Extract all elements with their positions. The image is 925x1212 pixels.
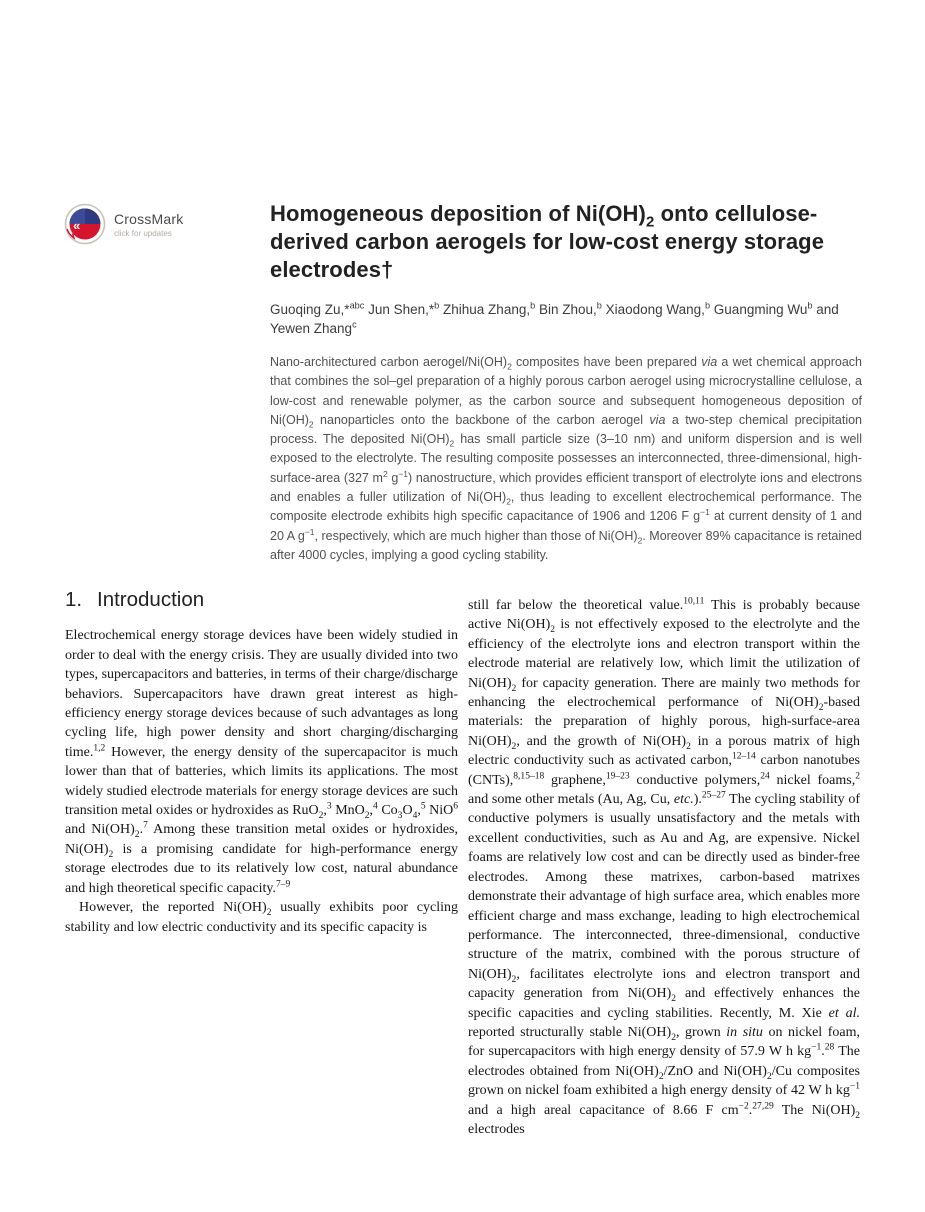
intro-paragraph-3: still far below the theoretical value.$^{10,11}$ This is probably because active $Ni(OH)_2$ is not effectively exposed to the electrolyte and the efficiency of the electrolyte ions and electron transport within the electrode material are relatively low, which limit the utilization of $Ni(OH)_2$ for capacity generation. There are mainly two methods for enhancing the electrochemical performance of $Ni(OH)_2$-based materials: the preparation of highly porous, high-surface-area $Ni(OH)_2$, and the growth of $Ni(OH)_2$ in a porous matrix of high electric conductivity such as activated carbon,$^{12-14}$ carbon nanotubes (CNTs),$^{8,15-18}$ graphene,$^{19-23}$ conductive polymers,$^{24}$ nickel foams,$^2$ and some other metals (Au, Ag, Cu, etc.).$^{25-27}$ The cycling stability of conductive polymers is usually unsatisfactory and the metals with excellent conductivities, such as Au and Ag, are expensive. Nickel foams are relatively low cost and can be directly used as binder-free electrodes. Among these matrixes, carbon-based matrixes demonstrate their advantage of high surface area, which enables more efficient charge and mass exchange, leading to high electrochemical performance. The interconnected, three-dimensional, conductive structure of the matrix, combined with the porous structure of $Ni(OH)_2$, facilitates electrolyte ions and electron transport and capacity generation from $Ni(OH)_2$ and effectively enhances the specific capacities and cycling stabilities. Recently, M. Xie et al. reported structurally stable $Ni(OH)_2$, grown in situ on nickel foam, for supercapacitors with high energy density of 57.9 W h $kg^{-1}.^{28}$ The electrodes obtained from $Ni(OH)_2$/ZnO and $Ni(OH)_2/Cu$ composites grown on nickel foam exhibited a high energy density of 42 W h $kg^{-1}$ and a high areal capacitance of 8.66 F $cm^{-2}.^{27,29}$ The $Ni(OH)_2$ electrodes: [468, 596, 861, 1137]
crossmark-label: CrossMark: [114, 210, 184, 227]
crossmark-text: [114, 211, 183, 238]
article-abstract: Nano-architectured carbon aerogel/$Ni(OH)_2$ composites have been prepared via a wet chemical approach that combines the sol–gel preparation of a highly porous carbon aerogel using microcrystalline cellulose, a low-cost and renewable polymer, as the carbon source and subsequent homogeneous deposition of $Ni(OH)_2$ nanoparticles onto the backbone of the carbon aerogel via a two-step chemical precipitation process. The deposited $Ni(OH)_2$ has small particle size (3–10 nm) and uniform dispersion and is well exposed to the electrolyte. The resulting composite possesses an interconnected, three-dimensional, high-surface-area (327 $m^2$ $g^{-1}$) nanostructure, which provides efficient transport of electrolyte ions and electrons and enables a fuller utilization of $Ni(OH)_2$, thus leading to excellent electrochemical performance. The composite electrode exhibits high specific capacitance of 1906 and 1206 F $g^{-1}$ at current density of 1 and 20 A $g^{-1}$, respectively, which are much higher than those of $Ni(OH)_2$. Moreover 89% capacitance is retained after 4000 cycles, implying a good cycling stability.: [270, 355, 863, 562]
section-number: 1.: [65, 588, 83, 611]
svg-text:«: «: [73, 218, 81, 233]
crossmark-logo-icon: [64, 203, 106, 245]
crossmark-badge[interactable]: [64, 203, 183, 245]
left-column: [65, 590, 458, 937]
right-column: [468, 590, 860, 1139]
article-header: [270, 200, 862, 565]
section-heading-introduction: [65, 590, 458, 609]
crossmark-tagline: click for updates: [114, 228, 172, 238]
intro-paragraph-1: Electrochemical energy storage devices have been widely studied in order to deal with the energy crisis. They are usually divided into two types, supercapacitors and batteries, in terms of their charge/discharge behaviors. Supercapacitors have drawn great interest as high-efficiency energy storage devices because of such advantages as long cycling life, high power density and short charging/discharging time.$^{1,2}$ However, the energy density of the supercapacitor is much lower than that of batteries, which limits its applications. The most widely studied electrode materials for energy storage devices are such transition metal oxides or hydroxides as RuO$_2$,$^3$ MnO$_2$,$^4$ $Co_3O_4,^5$ NiO$^6$ and $Ni(OH)_2.^7$ Among these transition metal oxides or hydroxides, $Ni(OH)_2$ is a promising candidate for high-performance energy storage electrodes due to its relatively low cost, natural abundance and high theoretical specific capacity.$^{7-9}$: [65, 628, 458, 896]
section-title: Introduction: [97, 588, 205, 611]
intro-paragraph-2: However, the reported $Ni(OH)_2$ usually exhibits poor cycling stability and low electric conductivity and its specific capacity is: [65, 900, 458, 935]
article-authors: Guoqing Zu,*$^{abc}$ Jun Shen,*$^b$ Zhihua Zhang,$^b$ Bin Zhou,$^b$ Xiaodong Wang,$^b$ Guangming Wu$^b$ and Yewen Zhang$^c$: [270, 300, 839, 336]
article-title: Homogeneous deposition of $Ni(OH)_2$ onto cellulose-derived carbon aerogels for low-cost energy storage electrodes†: [270, 201, 825, 282]
